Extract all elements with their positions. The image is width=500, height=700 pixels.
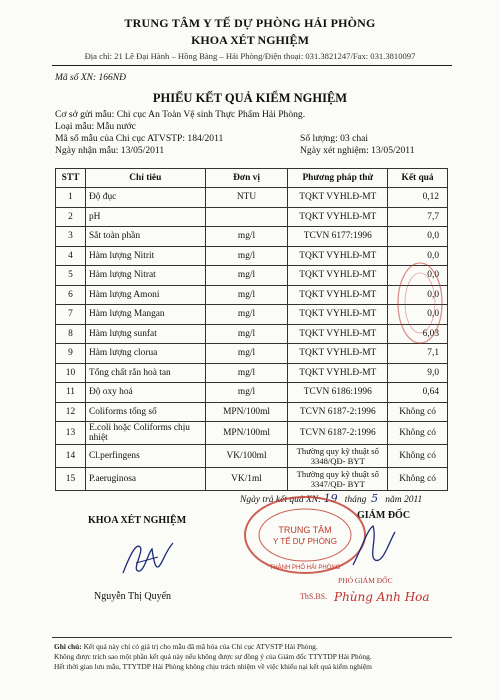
deputy-director-prefix: ThS.BS.: [300, 592, 328, 601]
note-text1: Kết quả này chỉ có giá trị cho mẫu đã mã hóa của Chi cục ATVSTP Hải Phòng.: [83, 642, 318, 651]
test-code: Mã số XN: 166NĐ: [55, 73, 126, 83]
header-method: Phương pháp thử: [288, 169, 388, 188]
cell-parameter: Độ đục: [85, 188, 205, 208]
cell-unit: mg/l: [205, 383, 288, 403]
department-name: KHOA XÉT NGHIỆM: [191, 33, 309, 47]
cell-unit: VK/1ml: [205, 468, 288, 491]
cell-unit: VK/100ml: [205, 445, 288, 468]
cell-parameter: pH: [85, 207, 205, 227]
cell-method: TCVN 6177:1996: [288, 227, 388, 247]
cell-stt: 8: [56, 324, 86, 344]
cell-result: Không có: [388, 402, 448, 422]
signature-handwritten: [118, 535, 178, 580]
cell-stt: 12: [56, 402, 86, 422]
sample-quantity: Số lượng: 03 chai: [300, 133, 369, 144]
cell-parameter: Hàm lượng clorua: [85, 344, 205, 364]
table-row: [56, 468, 448, 491]
cell-parameter: Hàm lượng Amoni: [85, 285, 205, 305]
cell-stt: 1: [56, 188, 86, 208]
cell-parameter: Coliforms tổng số: [85, 402, 205, 422]
cell-result: 7,1: [388, 344, 448, 364]
cell-method: TQKT VYHLĐ-MT: [288, 188, 388, 208]
cell-method: TQKT VYHLĐ-MT: [288, 324, 388, 344]
cell-stt: 7: [56, 305, 86, 325]
stamp-line2: Y TẾ DỰ PHÒNG: [273, 537, 337, 546]
cell-result: 7,7: [388, 207, 448, 227]
cell-parameter: Sắt toàn phần: [85, 227, 205, 247]
note-label: Ghi chú:: [54, 642, 82, 651]
table-row: [56, 246, 448, 266]
cell-result: 0,12: [388, 188, 448, 208]
table-row: [56, 324, 448, 344]
cell-method: Thường quy kỹ thuật số 3348/QĐ- BYT: [288, 445, 388, 468]
note-line1: [54, 642, 318, 651]
header-divider: [52, 65, 452, 66]
cell-method: Thường quy kỹ thuật số 3347/QĐ- BYT: [288, 468, 388, 491]
cell-unit: mg/l: [205, 363, 288, 383]
sample-type: Loại mẫu: Mẫu nước: [55, 121, 136, 132]
table-row: [56, 402, 448, 422]
cell-stt: 15: [56, 468, 86, 491]
cell-method: TQKT VYHLĐ-MT: [288, 344, 388, 364]
cell-parameter: Hàm lượng Mangan: [85, 305, 205, 325]
cell-result: 0,0: [388, 227, 448, 247]
cell-unit: MPN/100ml: [205, 402, 288, 422]
sender-info: Cơ sở gửi mẫu: Chi cục An Toàn Vệ sinh Thực Phẩm Hải Phòng.: [55, 109, 306, 120]
cell-stt: 2: [56, 207, 86, 227]
cell-parameter: Độ oxy hoá: [85, 383, 205, 403]
deputy-director-name: Phùng Anh Hoa: [334, 590, 430, 604]
cell-parameter: E.coli hoặc Coliforms chịu nhiệt: [85, 422, 205, 445]
director-label: GIÁM ĐỐC: [357, 510, 411, 521]
table-row: [56, 344, 448, 364]
cell-stt: 3: [56, 227, 86, 247]
cell-stt: 10: [56, 363, 86, 383]
deputy-director-title: PHÓ GIÁM ĐỐC: [338, 576, 393, 585]
cell-unit: mg/l: [205, 305, 288, 325]
table-row: [56, 383, 448, 403]
cell-unit: mg/l: [205, 266, 288, 286]
stamp-line1: TRUNG TÂM: [278, 525, 332, 535]
director-signature: [345, 520, 405, 575]
header-result: Kết quả: [388, 169, 448, 188]
cell-method: TQKT VYHLĐ-MT: [288, 305, 388, 325]
cell-parameter: P.aeruginosa: [85, 468, 205, 491]
header-unit: Đơn vị: [205, 169, 288, 188]
cell-unit: mg/l: [205, 324, 288, 344]
table-row: [56, 363, 448, 383]
cell-result: 0,64: [388, 383, 448, 403]
note-line2: Không được trích sao một phần kết quả này nếu không được sự đồng ý của Giám đốc TTYTDP Hải Phòng.: [54, 652, 372, 661]
date-month-label: tháng: [344, 495, 367, 505]
signer-name: Nguyễn Thị Quyến: [94, 591, 172, 602]
date-year: năm 2011: [385, 495, 423, 505]
cell-unit: NTU: [205, 188, 288, 208]
date-day: 19: [323, 492, 338, 505]
table-row: [56, 207, 448, 227]
cell-stt: 4: [56, 246, 86, 266]
test-date: Ngày xét nghiệm: 13/05/2011: [300, 145, 415, 156]
cell-result: Không có: [388, 445, 448, 468]
cell-method: TQKT VYHLĐ-MT: [288, 246, 388, 266]
date-month: 5: [371, 492, 379, 505]
cell-result: 9,0: [388, 363, 448, 383]
table-row: [56, 285, 448, 305]
header-parameter: Chỉ tiêu: [85, 169, 205, 188]
results-table: [55, 168, 448, 491]
contact-address: Địa chỉ: 21 Lê Đại Hành – Hồng Bàng – Hải Phòng/Điện thoại: 031.3821247/Fax: 031.3810097: [84, 51, 416, 61]
table-row: [56, 305, 448, 325]
cell-stt: 13: [56, 422, 86, 445]
cell-result: 0,0: [388, 305, 448, 325]
cell-result: Không có: [388, 468, 448, 491]
department-signature-label: KHOA XÉT NGHIỆM: [88, 515, 187, 526]
cell-stt: 6: [56, 285, 86, 305]
cell-parameter: Hàm lượng Nitrit: [85, 246, 205, 266]
cell-stt: 11: [56, 383, 86, 403]
table-header-row: [56, 169, 448, 188]
organization-name: TRUNG TÂM Y TẾ DỰ PHÒNG HẢI PHÒNG: [124, 16, 376, 30]
cell-parameter: Cl.perfingens: [85, 445, 205, 468]
cell-result: 0,0: [388, 266, 448, 286]
cell-unit: mg/l: [205, 227, 288, 247]
cell-result: Không có: [388, 422, 448, 445]
header-stt: STT: [56, 169, 86, 188]
cell-unit: mg/l: [205, 285, 288, 305]
cell-result: 6,03: [388, 324, 448, 344]
cell-method: TQKT VYHLĐ-MT: [288, 207, 388, 227]
received-date: Ngày nhận mẫu: 13/05/2011: [55, 145, 165, 156]
cell-method: TQKT VYHLĐ-MT: [288, 363, 388, 383]
cell-method: TQKT VYHLĐ-MT: [288, 285, 388, 305]
cell-method: TCVN 6186:1996: [288, 383, 388, 403]
cell-stt: 5: [56, 266, 86, 286]
table-row: [56, 266, 448, 286]
cell-parameter: Tổng chất rắn hoà tan: [85, 363, 205, 383]
table-row: [56, 422, 448, 445]
cell-result: 0,0: [388, 285, 448, 305]
sample-code: Mã số mẫu của Chi cục ATVSTP: 184/2011: [55, 133, 224, 144]
footer-divider: [52, 637, 452, 638]
cell-stt: 9: [56, 344, 86, 364]
note-line3: Hết thời gian lưu mẫu, TTYTDP Hải Phòng không chịu trách nhiệm về việc khiếu nại kết quả kiểm nghiệm: [54, 662, 372, 671]
cell-unit: MPN/100ml: [205, 422, 288, 445]
table-row: [56, 445, 448, 468]
side-stamp-mark: [393, 258, 448, 348]
cell-method: TQKT VYHLĐ-MT: [288, 266, 388, 286]
cell-unit: [205, 207, 288, 227]
document-title: PHIẾU KẾT QUẢ KIỂM NGHIỆM: [152, 91, 348, 105]
table-row: [56, 227, 448, 247]
table-row: [56, 188, 448, 208]
cell-stt: 14: [56, 445, 86, 468]
cell-unit: mg/l: [205, 246, 288, 266]
cell-parameter: Hàm lượng sunfat: [85, 324, 205, 344]
cell-parameter: Hàm lượng Nitrat: [85, 266, 205, 286]
cell-result: 0,0: [388, 246, 448, 266]
stamp-ring-text: THÀNH PHỐ HẢI PHÒNG: [269, 565, 341, 571]
cell-method: TCVN 6187-2:1996: [288, 422, 388, 445]
cell-unit: mg/l: [205, 344, 288, 364]
cell-method: TCVN 6187-2:1996: [288, 402, 388, 422]
date-prefix: Ngày trả kết quả XN:: [240, 495, 322, 505]
